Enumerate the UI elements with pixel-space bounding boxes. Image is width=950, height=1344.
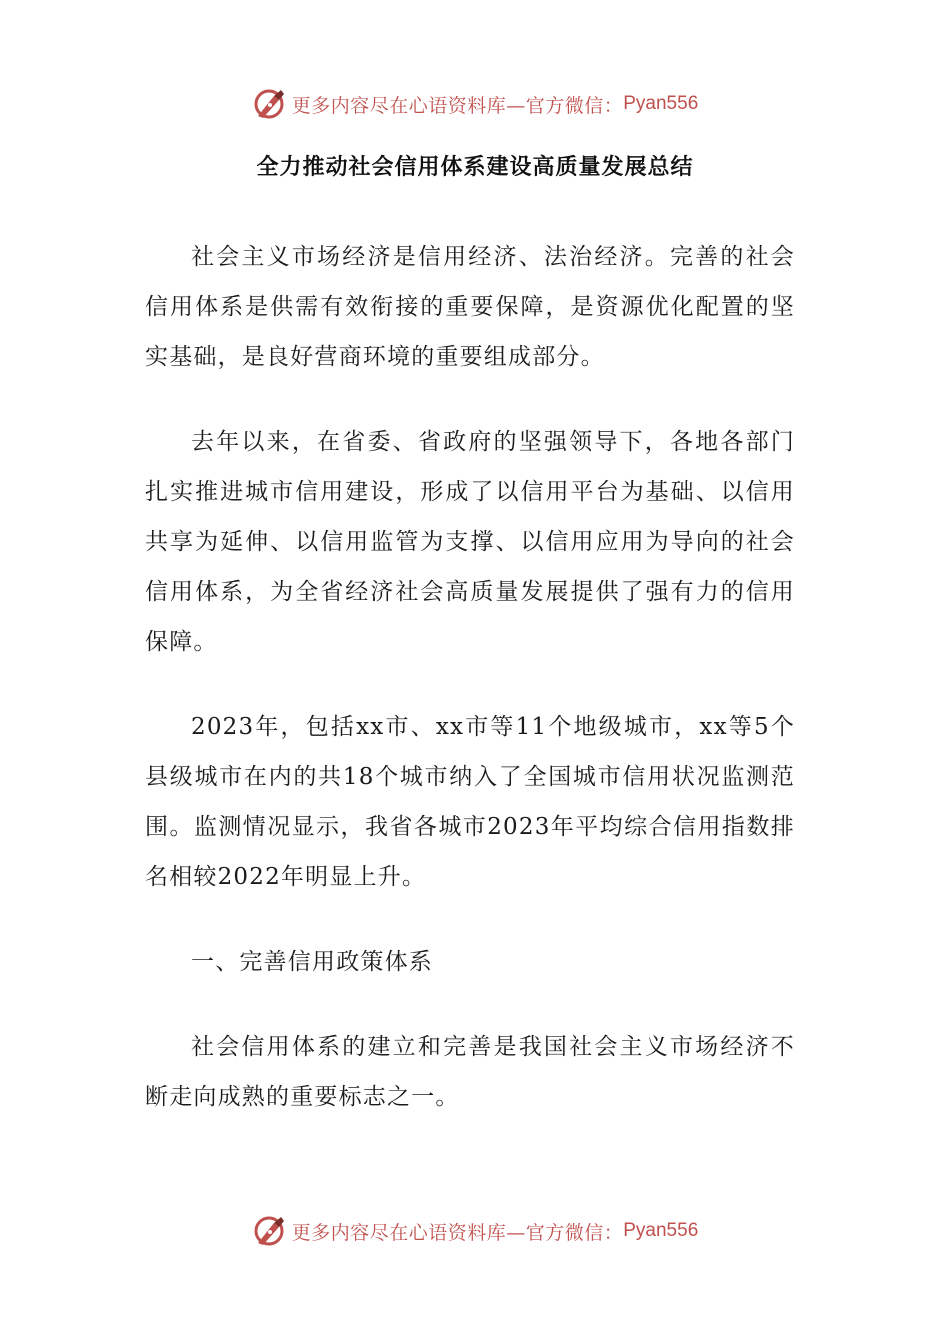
paragraph: 社会主义市场经济是信用经济、法治经济。完善的社会信用体系是供需有效衔接的重要保障，是资源优化配置的坚实基础，是良好营商环境的重要组成部分。 xyxy=(145,244,795,370)
header-banner xyxy=(0,84,950,124)
section-heading: 一、完善信用政策体系 xyxy=(191,949,433,975)
paragraph: 社会信用体系的建立和完善是我国社会主义市场经济不断走向成熟的重要标志之一。 xyxy=(145,1034,795,1110)
banner-wechat-id: Pyan556 xyxy=(623,93,699,114)
paragraph: 2023年，包括xx市、xx市等11个地级城市，xx等5个县级城市在内的共18个城市纳入了全国城市信用状况监测范围。监测情况显示，我省各城市2023年平均综合信用指数排名相较2022年明显上升。 xyxy=(145,714,795,890)
footer-banner xyxy=(0,1211,950,1251)
paragraph: 去年以来，在省委、省政府的坚强领导下，各地各部门扎实推进城市信用建设，形成了以信用平台为基础、以信用共享为延伸、以信用监管为支撑、以信用应用为导向的社会信用体系，为全省经济社会高质量发展提供了强有力的信用保障。 xyxy=(145,429,795,655)
document-body xyxy=(145,232,795,1157)
banner-text: 更多内容尽在心语资料库—官方微信： xyxy=(291,1221,624,1244)
pen-nib-logo-icon xyxy=(252,1213,288,1249)
banner-text: 更多内容尽在心语资料库—官方微信： xyxy=(291,94,624,117)
document-title: 全力推动社会信用体系建设高质量发展总结 xyxy=(256,155,694,180)
pen-nib-logo-icon xyxy=(252,86,288,122)
banner-wechat-id: Pyan556 xyxy=(623,1220,699,1241)
